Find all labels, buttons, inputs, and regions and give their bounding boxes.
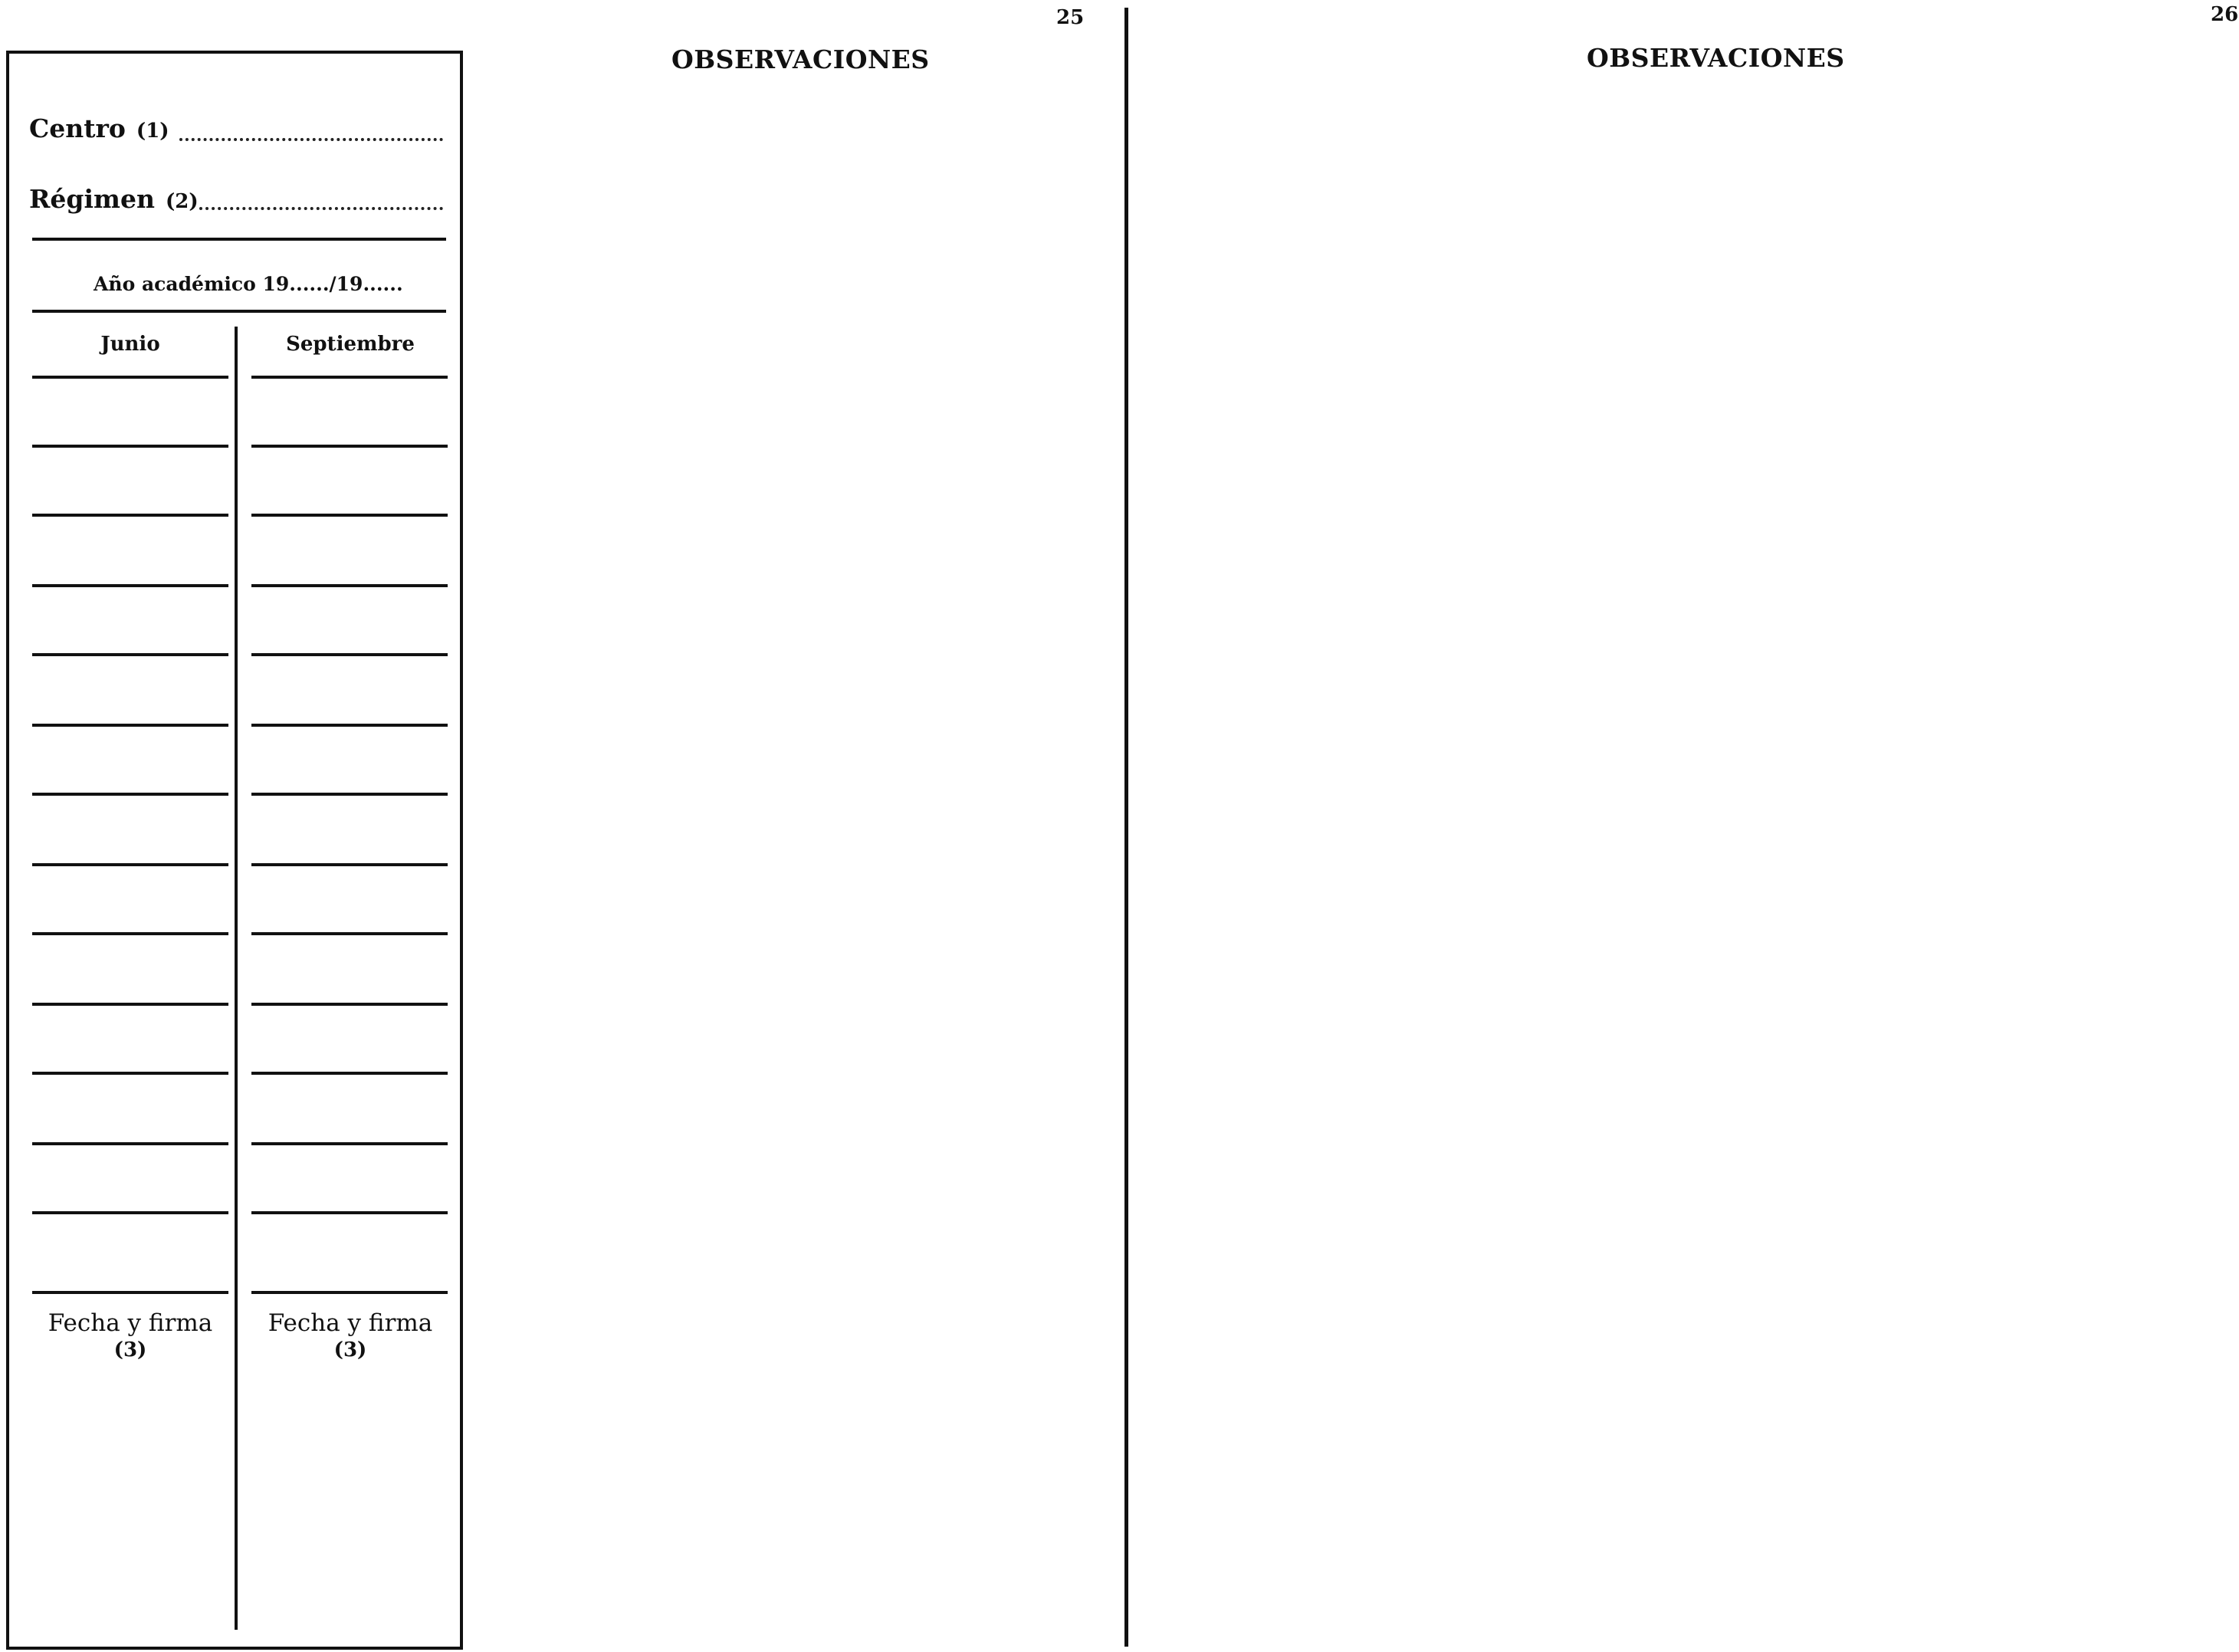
septiembre-row-line[interactable]	[251, 1072, 448, 1075]
column-header-junio: Junio	[100, 333, 160, 356]
septiembre-row-line[interactable]	[251, 1211, 448, 1214]
septiembre-row-line[interactable]	[251, 863, 448, 866]
junio-row-line[interactable]	[32, 724, 228, 727]
centro-ref: (1)	[136, 120, 169, 143]
septiembre-row-line[interactable]	[251, 1003, 448, 1006]
observaciones-title-left: OBSERVACIONES	[671, 44, 930, 74]
septiembre-row-line[interactable]	[251, 584, 448, 587]
junio-row-line[interactable]	[32, 932, 228, 935]
fecha-firma-septiembre	[251, 1309, 449, 1361]
septiembre-row-line[interactable]	[251, 1142, 448, 1145]
septiembre-row-line[interactable]	[251, 724, 448, 727]
junio-row-line[interactable]	[32, 1142, 228, 1145]
header-separator-top	[32, 238, 446, 241]
septiembre-row-line[interactable]	[251, 653, 448, 656]
page-gutter-line	[1124, 8, 1128, 1647]
fecha-firma-label: Fecha y firma	[48, 1309, 213, 1337]
junio-row-line[interactable]	[32, 863, 228, 866]
page-number-right: 26	[2211, 3, 2239, 26]
fecha-firma-ref: (3)	[333, 1338, 367, 1361]
column-header-septiembre: Septiembre	[286, 333, 415, 356]
centro-label: Centro	[29, 113, 126, 143]
academic-year: Año académico 19....../19......	[94, 273, 403, 295]
fecha-firma-ref: (3)	[113, 1338, 147, 1361]
septiembre-row-line[interactable]	[251, 932, 448, 935]
junio-row-line[interactable]	[32, 376, 228, 379]
junio-row-line[interactable]	[32, 1291, 228, 1294]
junio-row-line[interactable]	[32, 653, 228, 656]
junio-row-line[interactable]	[32, 793, 228, 796]
regimen-label: Régimen	[29, 184, 155, 214]
septiembre-row-line[interactable]	[251, 445, 448, 448]
septiembre-row-line[interactable]	[251, 514, 448, 517]
junio-row-line[interactable]	[32, 1211, 228, 1214]
page-number-left: 25	[1056, 6, 1085, 29]
fecha-firma-label: Fecha y firma	[268, 1309, 433, 1337]
centro-field[interactable]	[29, 113, 169, 143]
septiembre-row-line[interactable]	[251, 793, 448, 796]
column-divider	[235, 327, 238, 1630]
junio-row-line[interactable]	[32, 1003, 228, 1006]
septiembre-row-line[interactable]	[251, 1291, 448, 1294]
junio-row-line[interactable]	[32, 445, 228, 448]
record-card	[6, 51, 463, 1650]
septiembre-row-line[interactable]	[251, 376, 448, 379]
junio-row-line[interactable]	[32, 514, 228, 517]
regimen-ref: (2)	[165, 190, 199, 213]
header-separator-bottom	[32, 310, 446, 313]
regimen-field[interactable]	[29, 184, 199, 214]
observaciones-title-right: OBSERVACIONES	[1587, 43, 1845, 73]
junio-row-line[interactable]	[32, 584, 228, 587]
fecha-firma-junio	[32, 1309, 228, 1361]
junio-row-line[interactable]	[32, 1072, 228, 1075]
